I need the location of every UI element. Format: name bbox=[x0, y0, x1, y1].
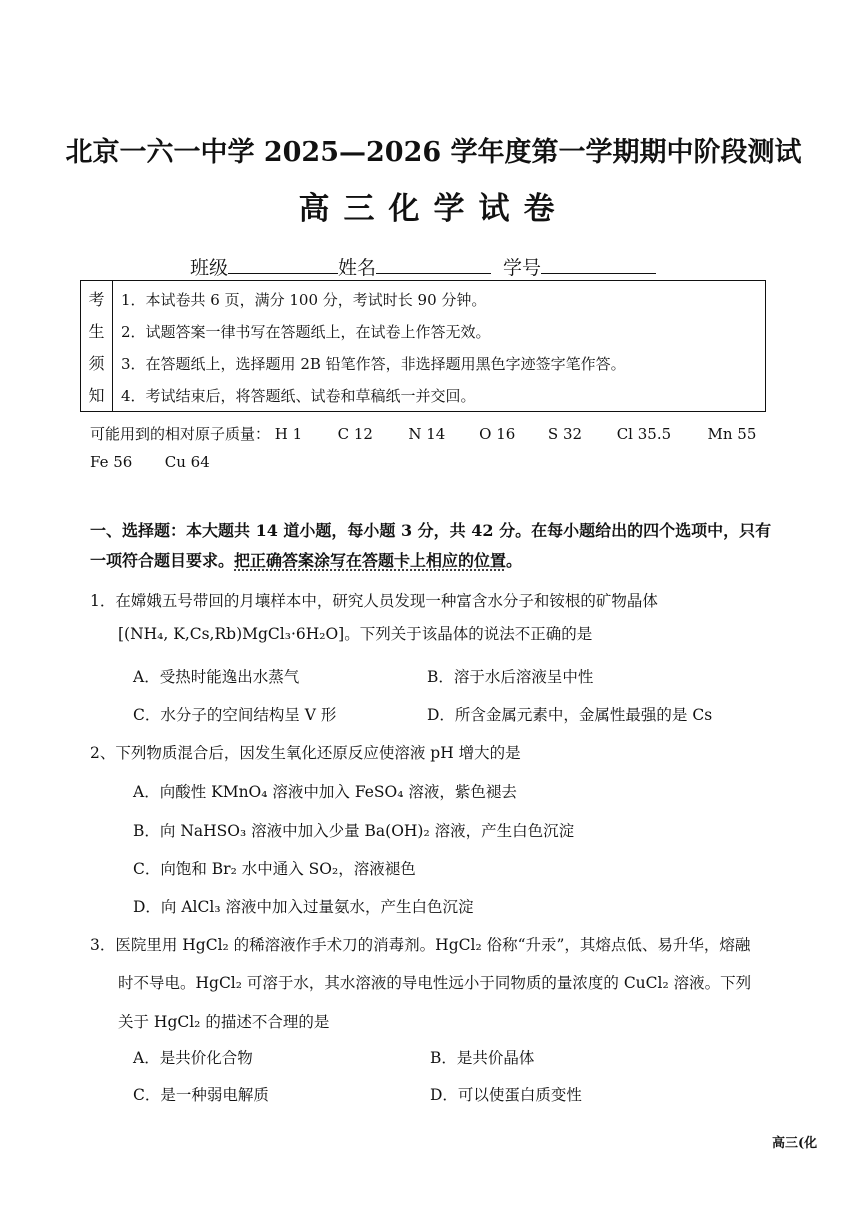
notice-item: 3．在答题纸上，选择题用 2B 铅笔作答，非选择题用黑色字迹签字笔作答。 bbox=[121, 355, 626, 373]
notice-side-label bbox=[81, 281, 113, 411]
atomic-mass-item: N 14 bbox=[408, 425, 446, 443]
atomic-mass-line-2 bbox=[90, 453, 210, 471]
name-label: 姓名 bbox=[338, 257, 377, 279]
question-2-option-b: B．向 NaHSO₃ 溶液中加入少量 Ba(OH)₂ 溶液，产生白色沉淀 bbox=[133, 822, 575, 840]
exam-subtitle: 高三化学试卷 bbox=[298, 191, 569, 227]
class-label: 班级 bbox=[190, 257, 229, 279]
notice-item: 2．试题答案一律书写在答题纸上，在试卷上作答无效。 bbox=[121, 323, 491, 341]
question-2-option-a: A．向酸性 KMnO₄ 溶液中加入 FeSO₄ 溶液，紫色褪去 bbox=[133, 783, 517, 801]
atomic-mass-item: O 16 bbox=[479, 425, 516, 443]
atomic-mass-item: Fe 56 bbox=[90, 453, 133, 471]
question-3-stem: 3．医院里用 HgCl₂ 的稀溶液作手术刀的消毒剂。HgCl₂ 俗称“升汞”，其熔点低、易升华，熔融 bbox=[90, 936, 751, 954]
question-3-option-a: A．是共价化合物 bbox=[133, 1049, 253, 1067]
id-label: 学号 bbox=[503, 257, 542, 279]
question-2-option-c: C．向饱和 Br₂ 水中通入 SO₂，溶液褪色 bbox=[133, 860, 416, 878]
question-1-option-c: C．水分子的空间结构呈 V 形 bbox=[133, 706, 337, 724]
atomic-mass-item: Cu 64 bbox=[164, 453, 210, 471]
atomic-mass-item: Cl 35.5 bbox=[616, 425, 672, 443]
notice-side-char: 须 bbox=[88, 354, 105, 373]
notice-side-char: 生 bbox=[88, 322, 105, 341]
student-info-line bbox=[190, 253, 656, 280]
section-text: 。 bbox=[506, 551, 523, 570]
section-emphasis: 把正确答案涂写在答题卡上相应的位置 bbox=[234, 551, 507, 570]
atomic-mass-item: S 32 bbox=[547, 425, 583, 443]
question-3-stem-line2: 时不导电。HgCl₂ 可溶于水，其水溶液的导电性远小于同物质的量浓度的 CuCl₂ 溶液。下列 bbox=[118, 974, 752, 992]
id-field[interactable] bbox=[541, 253, 656, 274]
question-1-option-b: B．溶于水后溶液呈中性 bbox=[427, 668, 594, 686]
question-3-option-d: D．可以使蛋白质变性 bbox=[430, 1086, 582, 1104]
notice-item: 1．本试卷共 6 页，满分 100 分，考试时长 90 分钟。 bbox=[121, 291, 487, 309]
notice-side-char: 知 bbox=[88, 386, 105, 405]
section-heading-line2 bbox=[90, 548, 522, 571]
section-text: 一项符合题目要求。 bbox=[90, 551, 235, 570]
name-field[interactable] bbox=[376, 253, 491, 274]
question-2-stem: 2、下列物质混合后，因发生氧化还原反应使溶液 pH 增大的是 bbox=[90, 744, 521, 762]
atomic-mass-item: H 1 bbox=[274, 425, 303, 443]
atomic-mass-item: C 12 bbox=[337, 425, 373, 443]
exam-notice-box bbox=[80, 280, 766, 412]
question-3-option-b: B．是共价晶体 bbox=[430, 1049, 535, 1067]
notice-side-char: 考 bbox=[88, 290, 105, 309]
question-2-option-d: D．向 AlCl₃ 溶液中加入过量氨水，产生白色沉淀 bbox=[133, 898, 474, 916]
question-1-stem: 1．在嫦娥五号带回的月壤样本中，研究人员发现一种富含水分子和铵根的矿物晶体 bbox=[90, 592, 658, 610]
notice-item: 4．考试结束后，将答题纸、试卷和草稿纸一并交回。 bbox=[121, 387, 476, 405]
atomic-mass-line bbox=[90, 423, 756, 444]
atomic-mass-label: 可能用到的相对原子质量： bbox=[90, 425, 271, 443]
question-1-option-d: D．所含金属元素中，金属性最强的是 Cs bbox=[427, 706, 713, 724]
class-field[interactable] bbox=[228, 253, 338, 274]
section-heading: 一、选择题：本大题共 14 道小题，每小题 3 分，共 42 分。在每小题给出的四个选项中，只有 bbox=[90, 521, 772, 540]
atomic-mass-item: Mn 55 bbox=[707, 425, 757, 443]
exam-title: 北京一六一中学 2025—2026 学年度第一学期期中阶段测试 bbox=[65, 137, 802, 168]
question-3-option-c: C．是一种弱电解质 bbox=[133, 1086, 269, 1104]
page-footer: 高三(化 bbox=[772, 1136, 818, 1151]
question-3-stem-line3: 关于 HgCl₂ 的描述不合理的是 bbox=[118, 1013, 330, 1031]
question-1-stem-line2: [(NH₄, K,Cs,Rb)MgCl₃·6H₂O]。下列关于该晶体的说法不正确的是 bbox=[118, 625, 593, 643]
question-1-option-a: A．受热时能逸出水蒸气 bbox=[133, 668, 300, 686]
